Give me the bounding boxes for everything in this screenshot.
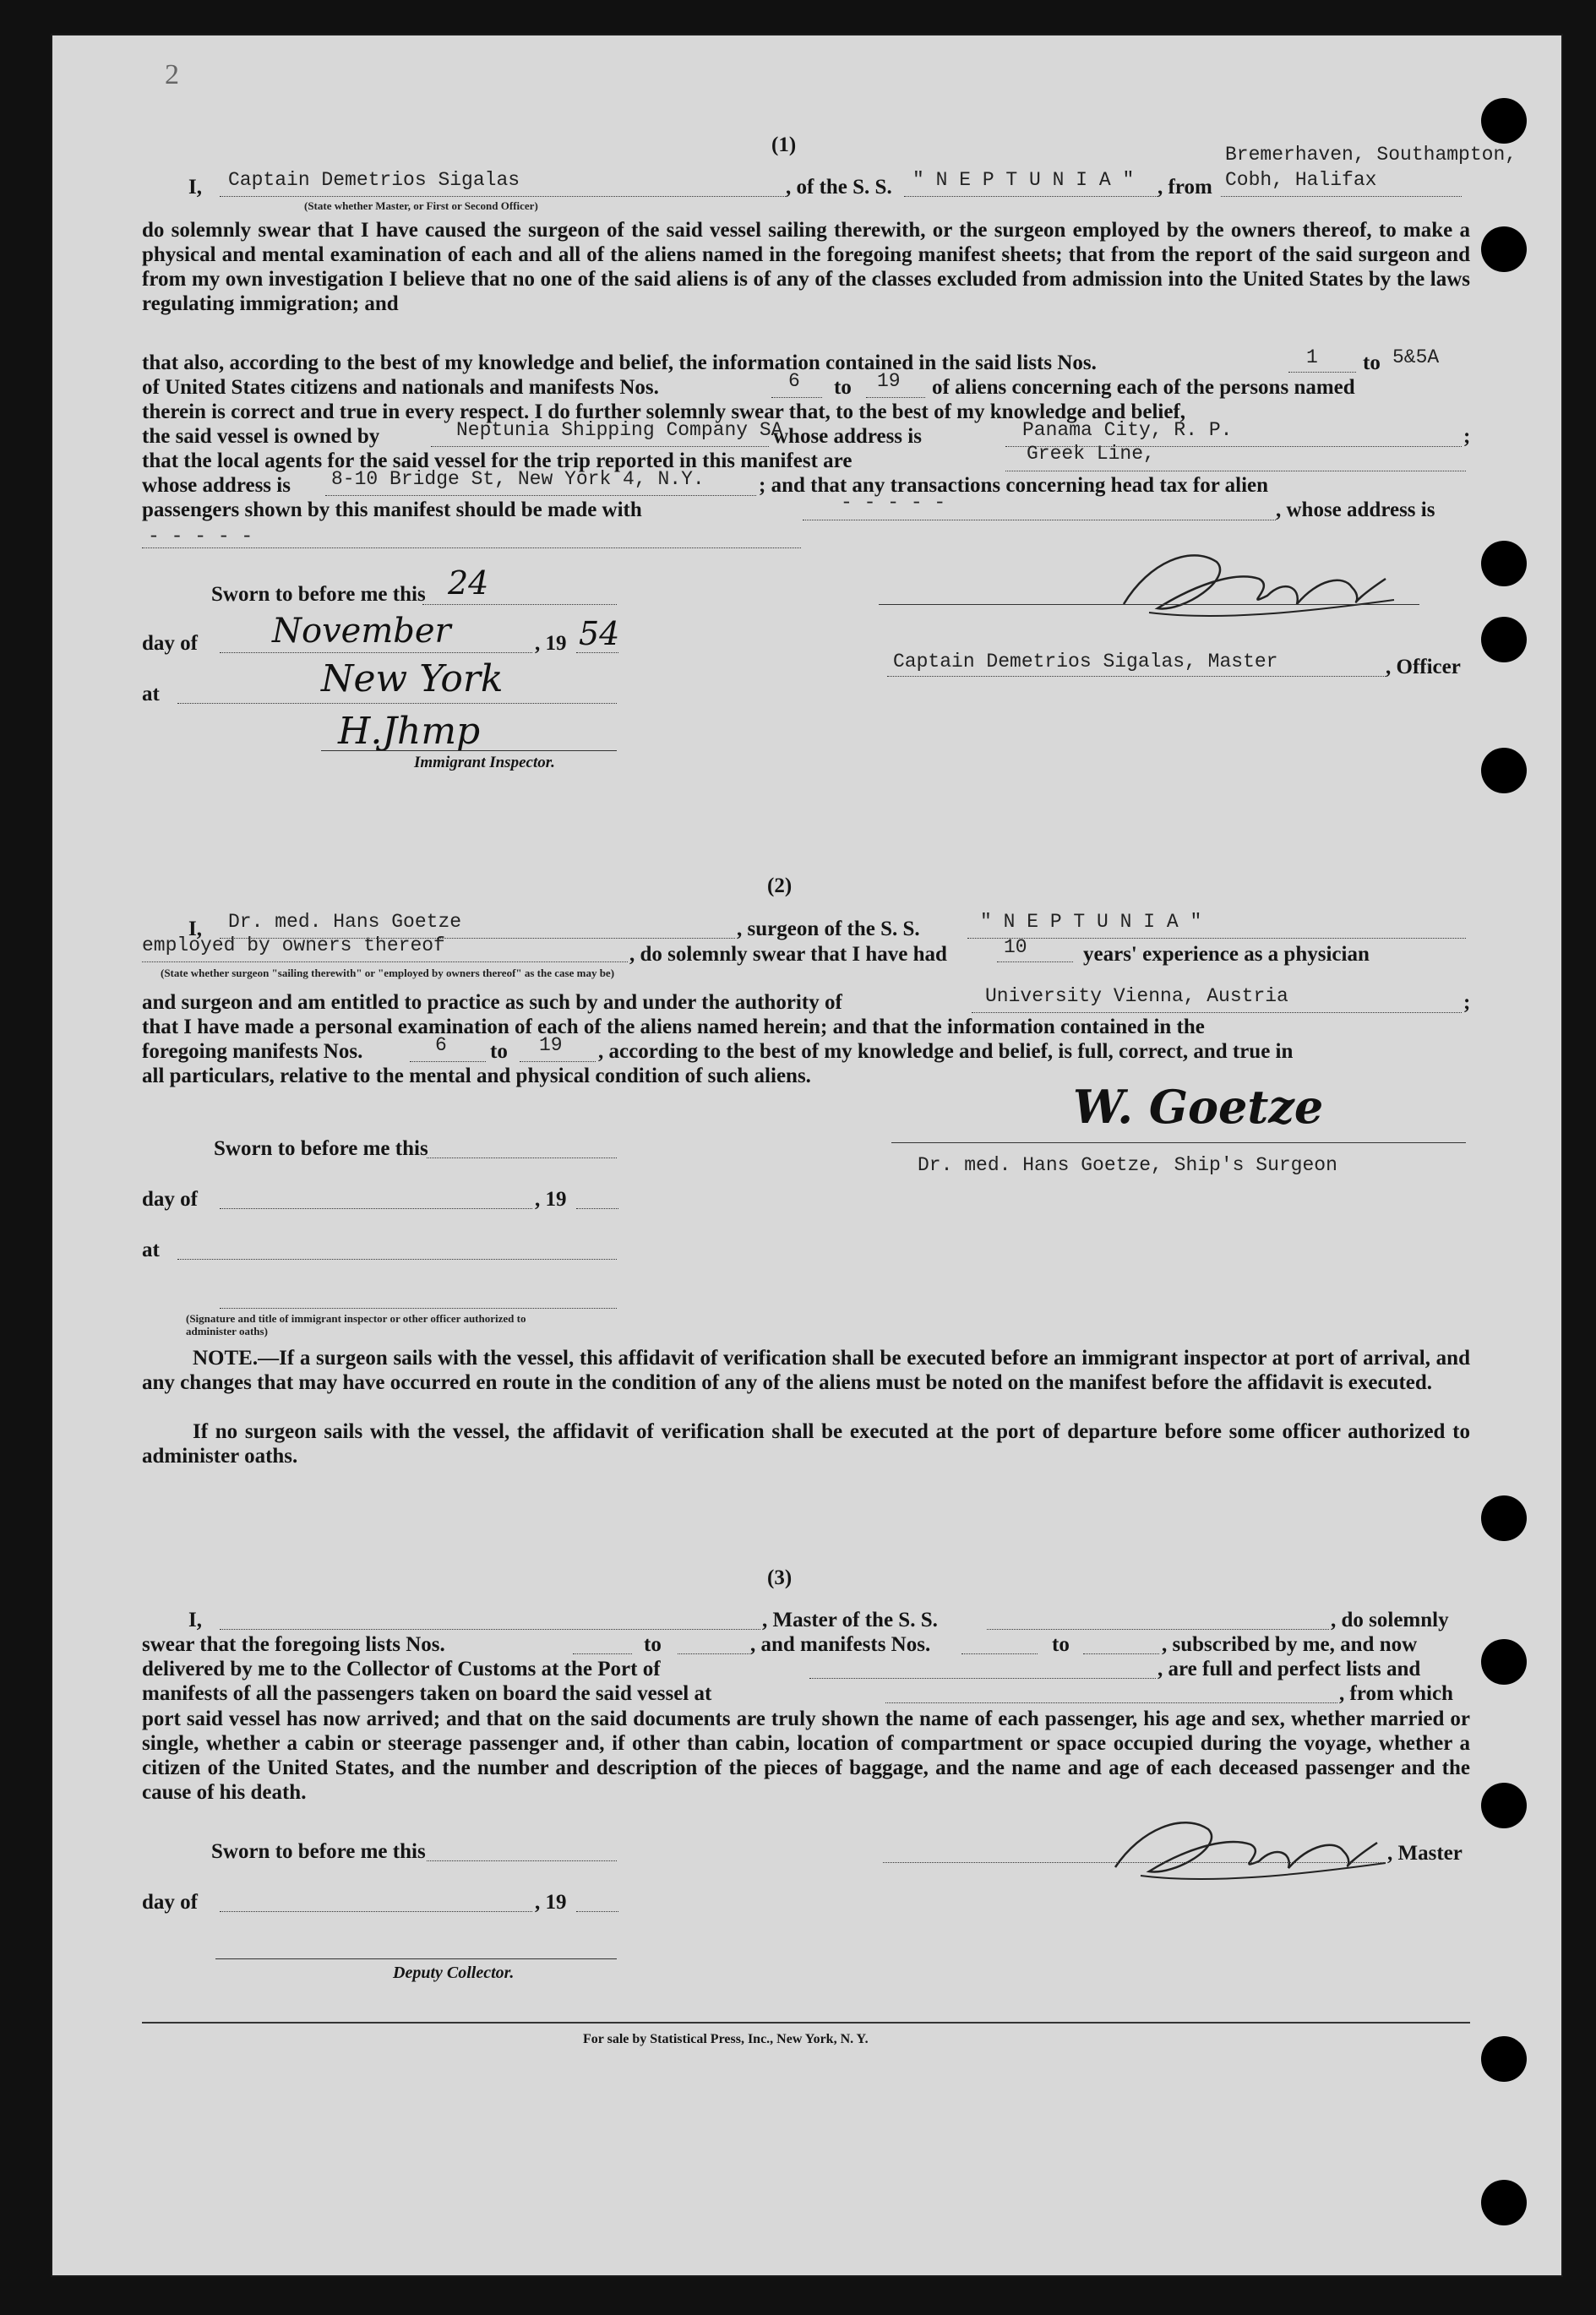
agent: Greek Line, [1027, 443, 1155, 465]
master-label: , Master of the S. S. [762, 1609, 938, 1631]
shown-text: passengers shown by this manifest should be made with [142, 498, 642, 521]
manifest-from-line [771, 397, 822, 398]
officer-suffix: , Officer [1386, 656, 1461, 678]
punch-hole [1481, 98, 1527, 144]
punch-hole [1481, 1639, 1527, 1685]
surgeon-signature: W. Goetze [1073, 1080, 1324, 1134]
punch-hole [1481, 617, 1527, 662]
lists-to: 5&5A [1392, 346, 1440, 368]
owner-address: Panama City, R. P. [1022, 419, 1233, 441]
master-name: Captain Demetrios Sigalas [228, 169, 520, 191]
day-of-label: day of [142, 1188, 198, 1211]
month-line [220, 652, 532, 653]
master-signature-line [883, 1862, 1386, 1863]
master-signature [1107, 1795, 1394, 1888]
from-which: , from which [1339, 1682, 1453, 1705]
employed-line [142, 961, 628, 962]
years-text: years' experience as a physician [1083, 943, 1370, 966]
owner-addr-label: whose address is [773, 425, 922, 448]
tax-address-line [142, 547, 801, 548]
section-number: (3) [767, 1566, 793, 1589]
particulars-text: all particulars, relative to the mental and physical condition of such aliens. [142, 1065, 811, 1087]
sig-caption: (Signature and title of immigrant inspector or other officer authorized to administer oaths) [186, 1312, 526, 1337]
year-prefix: , 19 [535, 1188, 567, 1211]
day-of-label: day of [142, 1891, 198, 1914]
inspector-caption: Immigrant Inspector. [414, 754, 555, 771]
years: 10 [1004, 936, 1027, 958]
from-label: , from [1158, 176, 1212, 199]
inspector-line [321, 750, 617, 751]
year-prefix: , 19 [535, 1891, 567, 1914]
manifests-of: manifests of all the passengers taken on board the said vessel at [142, 1682, 712, 1705]
sworn-label: Sworn to before me this [214, 1137, 428, 1160]
place-line [177, 703, 617, 704]
ports-line1: Bremerhaven, Southampton, [1225, 144, 1517, 166]
lists-from: 1 [1306, 346, 1318, 368]
day-of-label: day of [142, 632, 198, 655]
intro: I, [188, 1609, 202, 1631]
punch-hole [1481, 226, 1527, 272]
port-line [809, 1678, 1156, 1679]
exam-text: that I have made a personal examination of each of the aliens named herein; and that the information contained in the [142, 1016, 1205, 1038]
agent-address-line [325, 495, 756, 496]
master-caption: (State whether Master, or First or Second Officer) [304, 199, 538, 212]
to-label: to [490, 1040, 508, 1063]
solemnly: , do solemnly [1331, 1609, 1449, 1631]
head-tax-text: ; and that any transactions concerning head tax for alien [759, 474, 1269, 497]
surgeon-manifest-from-line [410, 1061, 486, 1062]
punch-hole [1481, 541, 1527, 586]
year: 54 [579, 615, 620, 652]
punch-hole [1481, 1495, 1527, 1541]
owner-line [431, 446, 769, 447]
punch-hole [1481, 2036, 1527, 2082]
year-line [576, 1911, 618, 1912]
vessel-line [987, 1629, 1329, 1630]
note-label: NOTE. [193, 1347, 259, 1370]
whose-address: , whose address is [1276, 498, 1435, 521]
month-line [220, 1208, 532, 1209]
employed-caption: (State whether surgeon "sailing therewith" or "employed by owners thereof" as the case may be) [161, 967, 615, 979]
section-number: (2) [767, 874, 793, 897]
sworn-label: Sworn to before me this [211, 1840, 426, 1863]
correct-text: therein is correct and true in every respect. I do further solemnly swear that, to the best of my knowledge and belief, [142, 400, 1186, 423]
foregoing-text: foregoing manifests Nos. [142, 1040, 363, 1063]
inspector-line [220, 1308, 617, 1309]
subscribed: , subscribed by me, and now [1162, 1633, 1418, 1656]
punch-hole [1481, 748, 1527, 793]
surgeon-signature-name: Dr. med. Hans Goetze, Ship's Surgeon [918, 1154, 1337, 1176]
corner-mark: 2 [165, 59, 179, 90]
and-manifests: , and manifests Nos. [750, 1633, 931, 1656]
manifest-from-line [961, 1653, 1038, 1654]
employed-status: employed by owners thereof [142, 934, 445, 956]
to-label: to [834, 376, 852, 399]
sworn-label: Sworn to before me this [211, 583, 426, 606]
inspector-signature: H.Jhmp [338, 710, 481, 753]
agent-addr-label: whose address is [142, 474, 291, 497]
authority: University Vienna, Austria [985, 985, 1288, 1007]
footer-rule [142, 2022, 1470, 2024]
punch-hole [1481, 2180, 1527, 2225]
surgeon-manifest-to: 19 [539, 1034, 563, 1056]
lists-to-line [678, 1653, 749, 1654]
surgeon-signature-line [891, 1142, 1466, 1143]
to-label: to [1052, 1633, 1070, 1656]
citizens-text2: of aliens concerning each of the persons named [932, 376, 1355, 399]
master-signature-line [879, 604, 1419, 605]
ports-line2: Cobh, Halifax [1225, 169, 1377, 191]
note-text: —If a surgeon sails with the vessel, this affidavit of verification shall be executed before an immigrant inspector at port of arrival, and any changes that may have occurred en route in the condition of any of the aliens must be noted on the manifest before the affidavit is executed. [142, 1347, 1470, 1394]
surgeon-vessel-line [967, 938, 1466, 939]
authority-text: and surgeon and am entitled to practice as such by and under the authority of [142, 991, 842, 1014]
surgeon-of: , surgeon of the S. S. [737, 918, 920, 940]
vessel-name: " N E P T U N I A " [912, 169, 1135, 191]
years-line [997, 961, 1073, 962]
note-paragraph-2: If no surgeon sails with the vessel, the affidavit of verification shall be executed at the port of departure before some officer authorized to administer oaths. [142, 1420, 1470, 1468]
sworn-day-line [422, 604, 617, 605]
to-label: to [644, 1633, 662, 1656]
at-label: at [142, 683, 160, 705]
surgeon-name: Dr. med. Hans Goetze [228, 911, 462, 933]
collector-line [215, 1958, 617, 1959]
surgeon-manifest-from: 6 [435, 1034, 447, 1056]
surgeon-vessel: " N E P T U N I A " [980, 911, 1202, 933]
owned-text: the said vessel is owned by [142, 425, 380, 448]
place: New York [321, 657, 504, 700]
month: November [272, 612, 451, 651]
master-sig-label: , Master [1387, 1842, 1463, 1865]
authority-line [972, 1012, 1462, 1013]
ports-line [1221, 196, 1462, 197]
tax-address-dashes: - - - - - [148, 526, 253, 547]
section-number: (1) [771, 133, 797, 156]
affidavit-page [51, 34, 1563, 2277]
footer-text: For sale by Statistical Press, Inc., New York, N. Y. [583, 2032, 869, 2046]
agent-address: 8-10 Bridge St, New York 4, N.Y. [331, 468, 705, 490]
full-lists: , are full and perfect lists and [1158, 1658, 1421, 1680]
section3-body: port said vessel has now arrived; and that on the said documents are truly shown the name of each passenger, his age and sex, whether married or single, whether a cabin or steerage passenger and, if other than cabin, location of compartment or space occupied during the voyage, whether a citizen of the United States, and the number and description of the pieces of baggage, and the name and age of each deceased passenger and the cause of his death. [142, 1708, 1470, 1804]
lists-from-line [573, 1653, 632, 1654]
collector-caption: Deputy Collector. [393, 1964, 515, 1982]
manifest-from: 6 [788, 370, 800, 392]
note-paragraph [142, 1346, 1470, 1395]
embark-port-line [885, 1702, 1337, 1703]
master-signature [1115, 528, 1403, 629]
sworn-day-line [427, 1860, 617, 1861]
at-label: at [142, 1239, 160, 1261]
signature-name-line [887, 676, 1386, 677]
citizens-text: of United States citizens and nationals and manifests Nos. [142, 376, 659, 399]
lists-from-line [1288, 372, 1356, 373]
lists-to-label: to [1363, 351, 1381, 374]
vessel-line [904, 196, 1158, 197]
master-name-line [220, 196, 786, 197]
punch-hole [1481, 1783, 1527, 1828]
semicolon: ; [1463, 991, 1471, 1014]
year-prefix: , 19 [535, 632, 567, 655]
of-the-ss: , of the S. S. [786, 176, 892, 199]
intro: I, [188, 918, 202, 940]
year-line [576, 1208, 618, 1209]
manifest-to-line [1083, 1653, 1159, 1654]
manifest-to: 19 [877, 370, 901, 392]
lists-text: that also, according to the best of my knowledge and belief, the information contained in the said lists Nos. [142, 351, 1097, 374]
oath-paragraph: do solemnly swear that I have caused the surgeon of the said vessel sailing therewith, or the surgeon employed by the owners thereof, to make a physical and mental examination of each and all of the aliens named in the foregoing manifest sheets; that from the report of the said surgeon and from my own investigation I believe that no one of the said aliens is of any of the classes excluded from admission into the United States by the laws regulating immigration; and [142, 219, 1470, 315]
surgeon-manifest-to-line [520, 1061, 596, 1062]
sworn-day: 24 [448, 564, 489, 602]
manifest-to-line [866, 397, 925, 398]
agents-text: that the local agents for the said vessel for the trip reported in this manifest are [142, 449, 852, 472]
place-line [177, 1259, 617, 1260]
master-name-line [220, 1629, 760, 1630]
year-line [576, 652, 618, 653]
swear-lists: swear that the foregoing lists Nos. [142, 1633, 445, 1656]
swear-text: , do solemnly swear that I have had [629, 943, 947, 966]
tax-agent-dashes: - - - - - [841, 492, 946, 514]
master-signature-name: Captain Demetrios Sigalas, Master [893, 651, 1278, 673]
semicolon: ; [1463, 425, 1471, 448]
owner: Neptunia Shipping Company SA [456, 419, 783, 441]
intro: I, [188, 176, 202, 199]
according-text: , according to the best of my knowledge and belief, is full, correct, and true in [598, 1040, 1294, 1063]
month-line [220, 1911, 532, 1912]
delivered: delivered by me to the Collector of Customs at the Port of [142, 1658, 661, 1680]
